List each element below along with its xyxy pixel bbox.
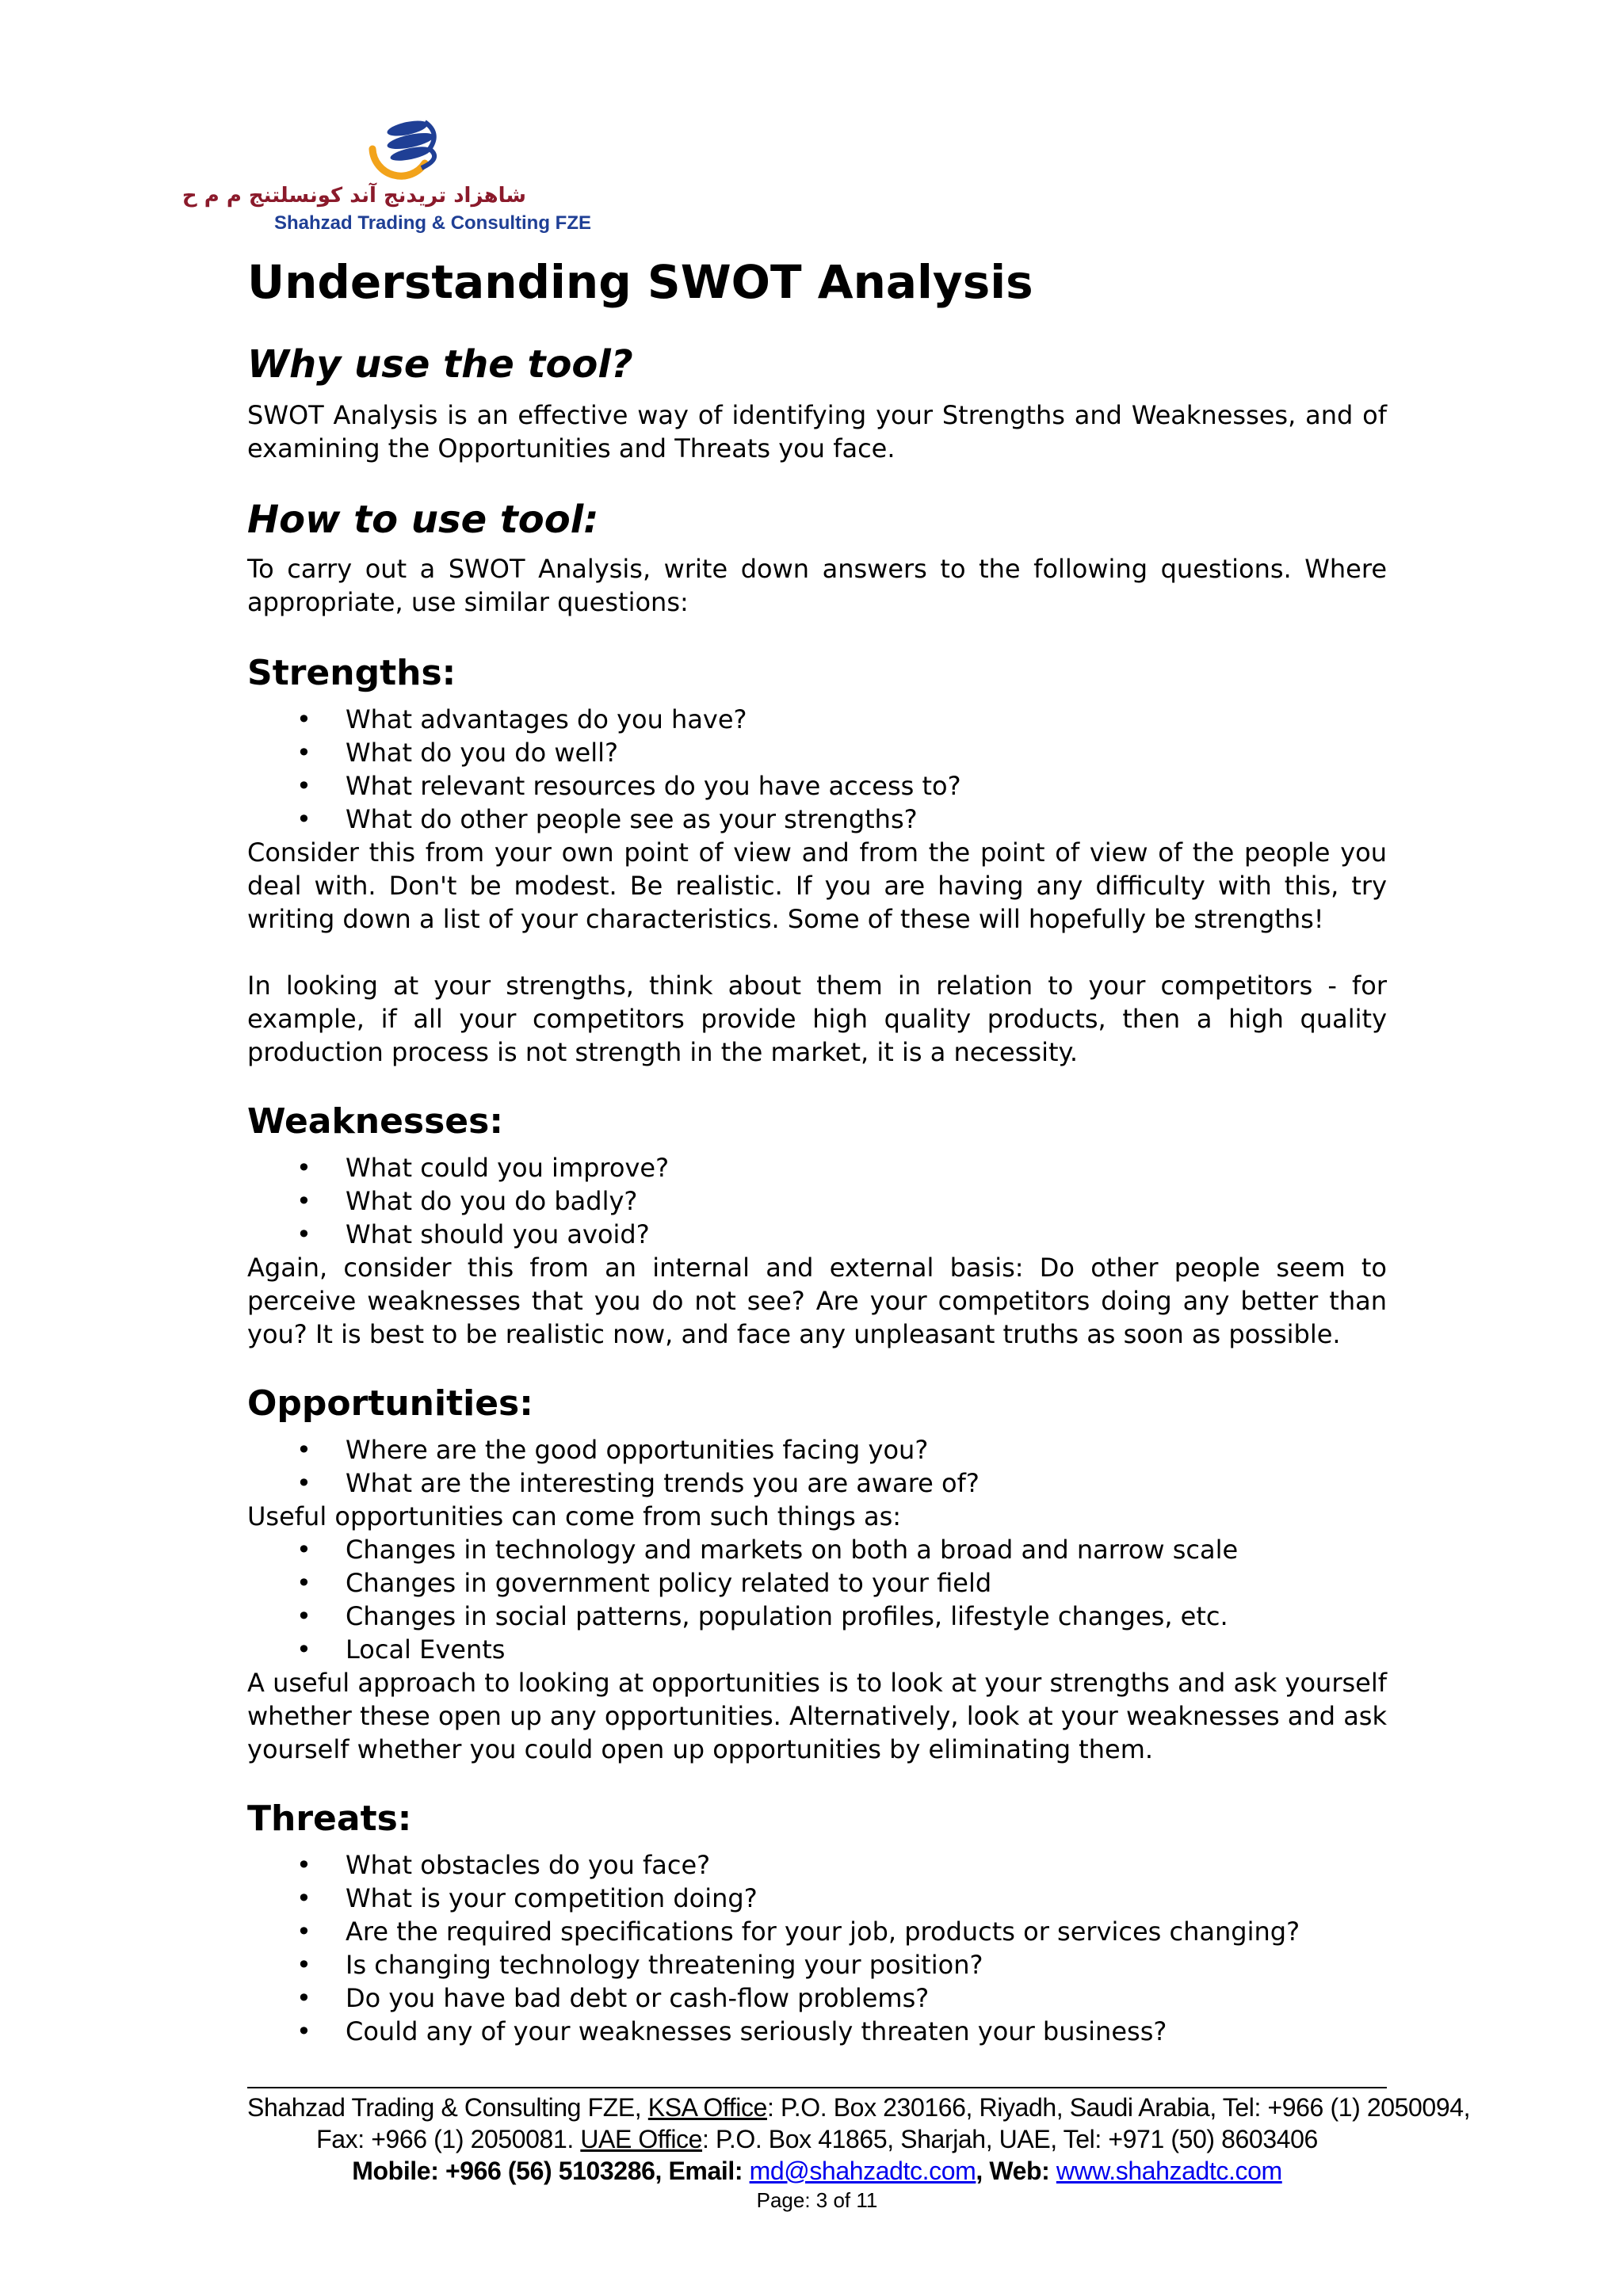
weaknesses-list xyxy=(247,1151,1387,1251)
footer-mobile: Mobile: +966 (56) 5103286, Email: xyxy=(352,2157,750,2185)
list-item: • What are the interesting trends you are aware of? xyxy=(247,1466,1387,1500)
strengths-text-1: Consider this from your own point of view and from the point of view of the people you deal with. Don't be modest. Be realistic. If you are having any difficulty with this, try writing down a list of your characteristics. Some of these will hopefully be strengths! xyxy=(247,837,1387,934)
footer-web-label: , Web: xyxy=(976,2157,1056,2185)
strengths-heading: Strengths: xyxy=(247,653,456,693)
threats-heading: Threats: xyxy=(247,1798,412,1839)
strengths-text-2: In looking at your strengths, think about them in relation to your competitors - for example, if all your competitors provide high quality products, then a high quality production process is not strength in the market, it is a necessity. xyxy=(247,971,1387,1067)
opportunities-heading: Opportunities: xyxy=(247,1383,533,1424)
footer-uae-address: : P.O. Box 41865, Sharjah, UAE, Tel: +971 (50) 8603406 xyxy=(702,2125,1318,2153)
list-item: • What relevant resources do you have access to? xyxy=(247,769,1387,803)
footer-company: Shahzad Trading & Consulting FZE, xyxy=(247,2093,648,2122)
opportunities-sources-list xyxy=(247,1533,1387,1666)
page-sep: of xyxy=(827,2188,857,2212)
list-item: • What is your competition doing? xyxy=(247,1882,1387,1915)
weaknesses-heading: Weaknesses: xyxy=(247,1101,503,1142)
footer-uae-label: UAE Office xyxy=(580,2125,703,2153)
footer-line-1 xyxy=(247,2092,1471,2123)
list-item: • What obstacles do you face? xyxy=(247,1848,1387,1882)
footer-email-link[interactable]: md@shahzadtc.com xyxy=(749,2157,976,2185)
list-item: • Where are the good opportunities facing you? xyxy=(247,1433,1387,1466)
list-item: • What should you avoid? xyxy=(247,1218,1387,1251)
list-item: • What could you improve? xyxy=(247,1151,1387,1184)
list-item: • Are the required specifications for your job, products or services changing? xyxy=(247,1915,1387,1948)
list-item: • Changes in technology and markets on both a broad and narrow scale xyxy=(247,1533,1387,1566)
opportunities-text: A useful approach to looking at opportunities is to look at your strengths and ask yourself whether these open up any opportunities. Alternatively, look at your weaknesses and ask yourself whether you could open up opportunities by eliminating them. xyxy=(247,1668,1387,1764)
opportunities-intro: Useful opportunities can come from such things as: xyxy=(247,1501,902,1531)
page-footer xyxy=(247,2092,1471,2214)
footer-ksa-label: KSA Office xyxy=(647,2093,767,2122)
list-item: • Do you have bad debt or cash-flow problems? xyxy=(247,1981,1387,2015)
opportunities-list xyxy=(247,1433,1387,1500)
logo-arabic-text: شاهزاد تريدنج آند كونسلتنج م م ح xyxy=(181,184,526,208)
list-item: • What advantages do you have? xyxy=(247,703,1387,736)
footer-ksa-address: : P.O. Box 230166, Riyadh, Saudi Arabia, Tel: +966 (1) 2050094, xyxy=(766,2093,1471,2122)
company-logo xyxy=(181,117,591,238)
list-item: • Local Events xyxy=(247,1633,1387,1666)
list-item: • Changes in government policy related to your field xyxy=(247,1566,1387,1600)
page-title: Understanding SWOT Analysis xyxy=(247,255,1033,309)
how-heading: How to use tool: xyxy=(247,498,599,542)
why-text: SWOT Analysis is an effective way of identifying your Strengths and Weaknesses, and of examining the Opportunities and Threats you face. xyxy=(247,400,1387,463)
list-item: • Is changing technology threatening your position? xyxy=(247,1948,1387,1981)
how-text: To carry out a SWOT Analysis, write down answers to the following questions. Where appropriate, use similar questions: xyxy=(247,554,1387,617)
footer-fax: Fax: +966 (1) 2050081. xyxy=(316,2125,581,2153)
footer-divider xyxy=(247,2087,1387,2088)
footer-web-link[interactable]: www.shahzadtc.com xyxy=(1056,2157,1282,2185)
globe-logo-icon xyxy=(363,117,445,181)
weaknesses-text: Again, consider this from an internal and external basis: Do other people seem to perceive weaknesses that you do not see? Are your competitors doing any better than you? It is best to be realistic now, and face any unpleasant truths as soon as possible. xyxy=(247,1253,1387,1349)
list-item: • What do other people see as your strengths? xyxy=(247,803,1387,836)
page-number xyxy=(247,2187,1387,2214)
page-label: Page: xyxy=(756,2188,816,2212)
footer-line-3 xyxy=(247,2155,1387,2187)
strengths-list xyxy=(247,703,1387,836)
list-item: • What do you do well? xyxy=(247,736,1387,769)
threats-list xyxy=(247,1848,1387,2048)
page-total: 11 xyxy=(856,2188,878,2212)
why-heading: Why use the tool? xyxy=(247,342,633,387)
list-item: • Changes in social patterns, population profiles, lifestyle changes, etc. xyxy=(247,1600,1387,1633)
footer-line-2 xyxy=(247,2123,1387,2155)
list-item: • Could any of your weaknesses seriously threaten your business? xyxy=(247,2015,1387,2048)
logo-english-text: Shahzad Trading & Consulting FZE xyxy=(274,212,591,234)
list-item: • What do you do badly? xyxy=(247,1184,1387,1218)
page-current: 3 xyxy=(815,2188,828,2212)
